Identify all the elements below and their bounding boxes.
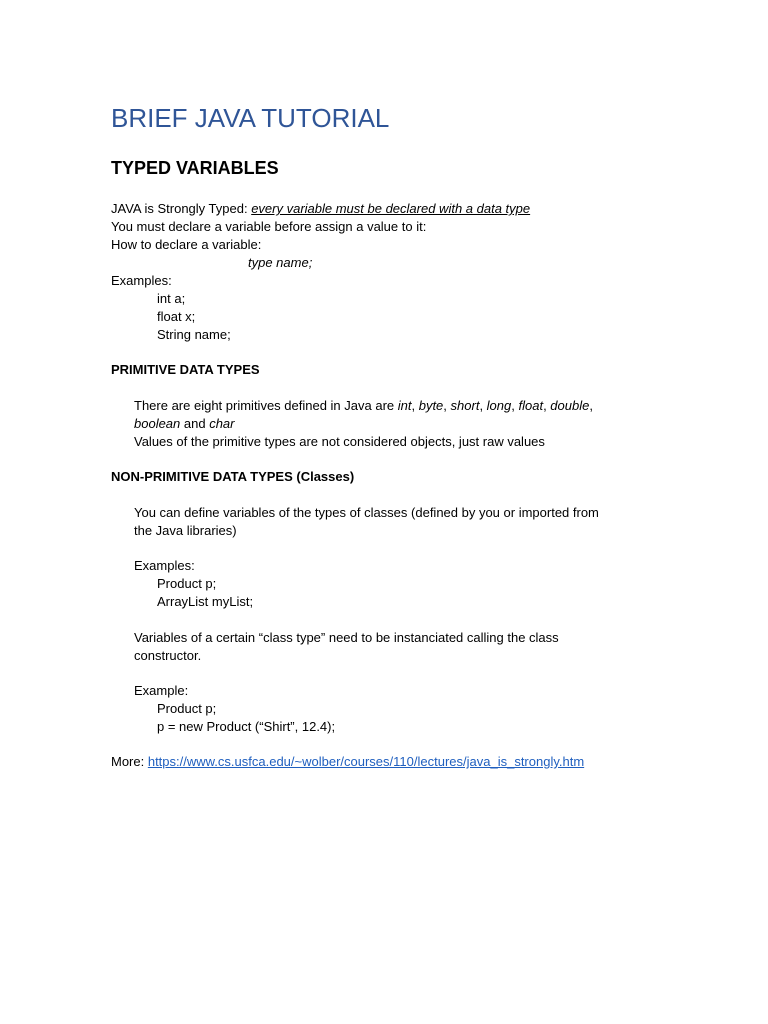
- define-classes-line-2: the Java libraries): [134, 523, 237, 538]
- primitive-type: short: [450, 398, 480, 413]
- separator: ,: [511, 398, 519, 413]
- primitives-continued-line: [134, 415, 235, 433]
- examples-label: Examples:: [134, 558, 195, 573]
- primitive-type: double: [550, 398, 590, 413]
- reference-link[interactable]: https://www.cs.usfca.edu/~wolber/courses/110/lectures/java_is_strongly.htm: [147, 754, 585, 769]
- primitive-type: float: [518, 398, 544, 413]
- example-code-line: p = new Product (“Shirt”, 12.4);: [157, 719, 336, 734]
- and-conjunction: and: [180, 416, 210, 431]
- separator: ,: [543, 398, 551, 413]
- example-code-line: float x;: [157, 309, 196, 324]
- example-code-line: String name;: [157, 327, 231, 342]
- primitives-intro-text: There are eight primitives defined in Java are: [134, 398, 398, 413]
- trailing-comma: ,: [589, 398, 593, 413]
- more-line: [111, 753, 584, 771]
- not-objects-line: Values of the primitive types are not considered objects, just raw values: [134, 434, 545, 449]
- declaration-syntax: type name;: [248, 255, 313, 270]
- primitives-intro-line: [134, 397, 593, 415]
- separator: ,: [479, 398, 487, 413]
- instantiate-line-2: constructor.: [134, 648, 202, 663]
- strongly-typed-prefix: JAVA is Strongly Typed:: [111, 201, 252, 216]
- example-code-line: Product p;: [157, 576, 217, 591]
- primitive-type: int: [397, 398, 412, 413]
- primitive-type: char: [209, 416, 235, 431]
- section-heading-primitive-types: PRIMITIVE DATA TYPES: [111, 362, 260, 377]
- example-code-line: Product p;: [157, 701, 217, 716]
- example-label: Example:: [134, 683, 189, 698]
- more-label: More:: [111, 754, 148, 769]
- example-code-line: ArrayList myList;: [157, 594, 254, 609]
- instantiate-line-1: Variables of a certain “class type” need to be instanciated calling the class: [134, 630, 559, 645]
- section-heading-non-primitive-types: NON-PRIMITIVE DATA TYPES (Classes): [111, 469, 355, 484]
- strongly-typed-line: [111, 200, 530, 218]
- page-title: BRIEF JAVA TUTORIAL: [111, 103, 390, 133]
- section-heading-typed-variables: TYPED VARIABLES: [111, 158, 279, 178]
- primitive-type: boolean: [134, 416, 181, 431]
- separator: ,: [443, 398, 451, 413]
- how-to-declare-line: How to declare a variable:: [111, 237, 262, 252]
- define-classes-line-1: You can define variables of the types of classes (defined by you or imported from: [134, 505, 599, 520]
- separator: ,: [411, 398, 419, 413]
- declare-before-line: You must declare a variable before assign a value to it:: [111, 219, 427, 234]
- strongly-typed-emphasis: every variable must be declared with a data type: [251, 201, 531, 216]
- example-code-line: int a;: [157, 291, 186, 306]
- examples-label: Examples:: [111, 273, 172, 288]
- primitive-type: long: [486, 398, 512, 413]
- primitive-type: byte: [418, 398, 444, 413]
